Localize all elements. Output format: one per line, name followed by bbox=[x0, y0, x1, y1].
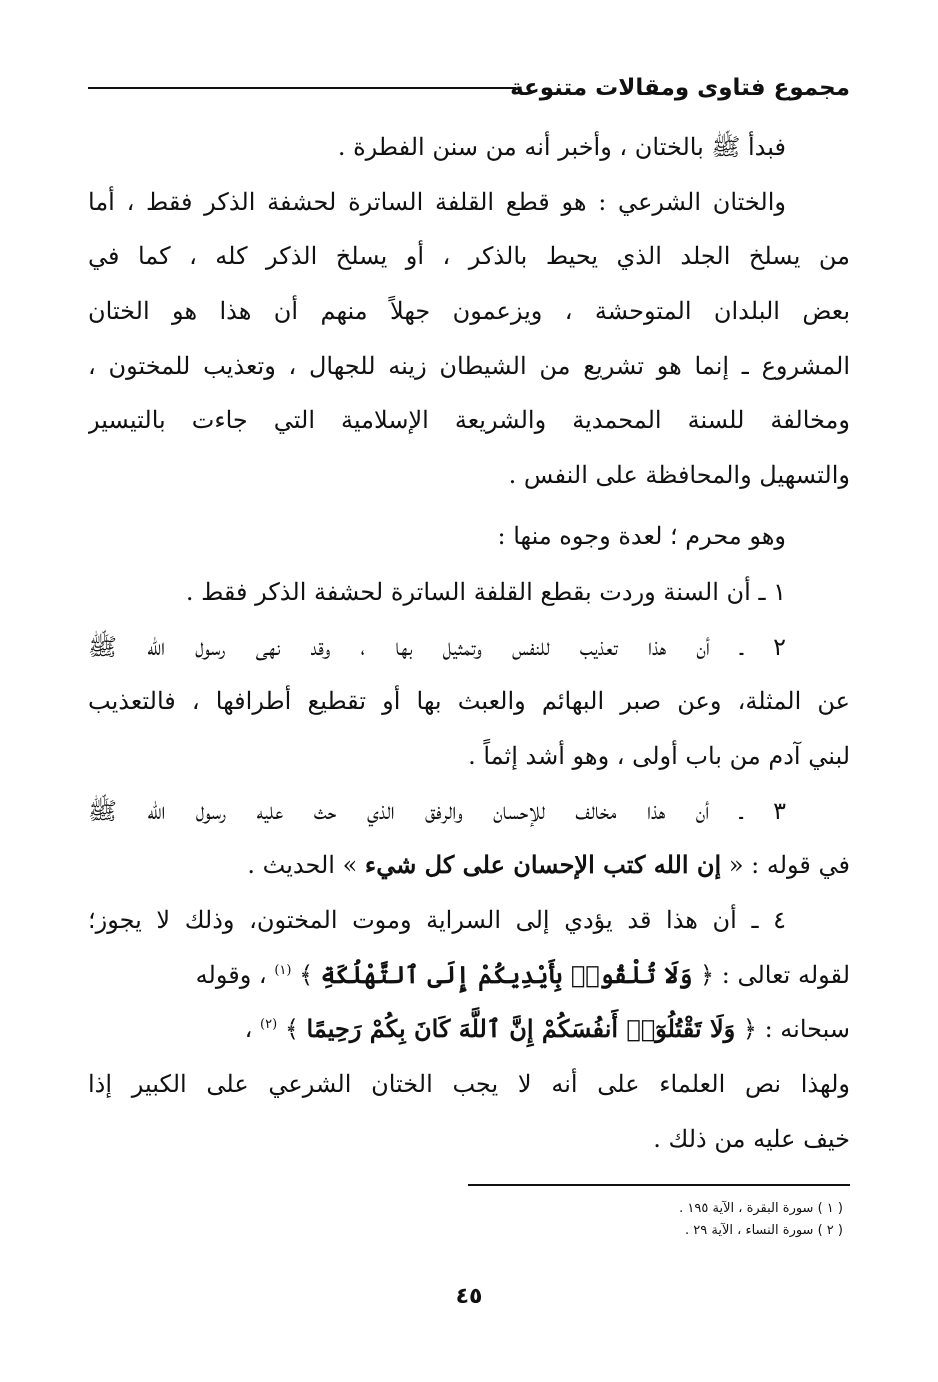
text-line: عن المثلة، وعن صبر البهائم والعبث بها أو تقطيع أطرافها ، فالتعذيب bbox=[88, 687, 850, 716]
footnotes bbox=[443, 1198, 843, 1242]
verse-close-mark: ﴾ bbox=[284, 1015, 299, 1044]
list-item-1: ١ ـ أن السنة وردت بقطع القلفة الساترة لحشفة الذكر فقط . bbox=[185, 577, 786, 606]
footnote-1: ( ١ ) سورة البقرة ، الآية ١٩٥ . bbox=[679, 1201, 843, 1216]
hadith-text: إن الله كتب الإحسان على كل شيء bbox=[364, 850, 722, 880]
footnote-ref-2[interactable]: (٢) bbox=[260, 1017, 278, 1033]
verse-intro: لقوله تعالى : ﴿ bbox=[700, 960, 850, 989]
page-number: ٤٥ bbox=[455, 1284, 483, 1309]
header-rule bbox=[88, 87, 516, 89]
verse-outro: ، وقوله bbox=[195, 960, 267, 989]
text-line: وهو محرم ؛ لعدة وجوه منها : bbox=[497, 521, 786, 550]
verse-close-mark: ﴾ bbox=[299, 960, 314, 989]
footnote-2: ( ٢ ) سورة النساء ، الآية ٢٩ . bbox=[685, 1223, 843, 1238]
text-line: ومخالفة للسنة المحمدية والشريعة الإسلامية التي جاءت بالتيسير bbox=[88, 406, 850, 435]
text-line: فبدأ ﷺ بالختان ، وأخبر أنه من سنن الفطرة . bbox=[337, 133, 786, 161]
text-line: والتسهيل والمحافظة على النفس . bbox=[508, 461, 850, 490]
header-title: مجموع فتاوى ومقالات متنوعة bbox=[510, 75, 850, 101]
quran-verse-2: وَلَا تَقْتُلُوٓا۟ أَنفُسَكُمْ إِنَّ ٱللَّهَ كَانَ بِكُمْ رَحِيمًا bbox=[306, 1014, 736, 1044]
quran-verse-line-1 bbox=[88, 948, 850, 1003]
body-text bbox=[88, 120, 850, 1166]
text-line: بعض البلدان المتوحشة ، ويزعمون جهلاً منهم أن هذا هو الختان bbox=[88, 297, 850, 326]
verse-outro: ، bbox=[244, 1015, 253, 1044]
list-item-4: ٤ ـ أن هذا قد يؤدي إلى السراية وموت المختون، وذلك لا يجوز؛ bbox=[88, 905, 786, 934]
text-line: لبني آدم من باب أولى ، وهو أشد إثماً . bbox=[468, 741, 850, 770]
quran-verse-1: وَلَا تُلْقُوا۟ بِأَيْدِيكُمْ إِلَى ٱلتَّهْلُكَةِ bbox=[320, 959, 693, 989]
footnote-ref-1[interactable]: (١) bbox=[274, 962, 292, 978]
text-line: ولهذا نص العلماء على أنه لا يجب الختان الشرعي على الكبير إذا bbox=[88, 1070, 850, 1098]
list-item-3: ٣ ـ أن هذا مخالف للإحسان والرفق الذي حث عليه رسول الله ﷺ bbox=[88, 796, 786, 825]
hadith-intro: في قوله : « bbox=[728, 851, 850, 880]
list-item-2: ٢ ـ أن هذا تعذيب للنفس وتمثيل بها ، وقد نهى رسول الله ﷺ bbox=[88, 632, 786, 661]
verse-intro: سبحانه : ﴿ bbox=[742, 1015, 850, 1044]
running-header bbox=[88, 66, 850, 110]
hadith-outro: » الحديث . bbox=[247, 851, 358, 880]
text-line: المشروع ـ إنما هو تشريع من الشيطان زينه للجهال ، وتعذيب للمختون ، bbox=[88, 351, 850, 380]
hadith-line bbox=[88, 838, 850, 893]
quran-verse-line-2 bbox=[88, 1002, 850, 1057]
footnote-divider bbox=[468, 1184, 850, 1186]
text-line: خيف عليه من ذلك . bbox=[653, 1124, 850, 1153]
text-line: من يسلخ الجلد الذي يحيط بالذكر ، أو يسلخ الذكر كله ، كما في bbox=[88, 242, 850, 271]
text-line: والختان الشرعي : هو قطع القلفة الساترة لحشفة الذكر فقط ، أما bbox=[88, 187, 786, 216]
